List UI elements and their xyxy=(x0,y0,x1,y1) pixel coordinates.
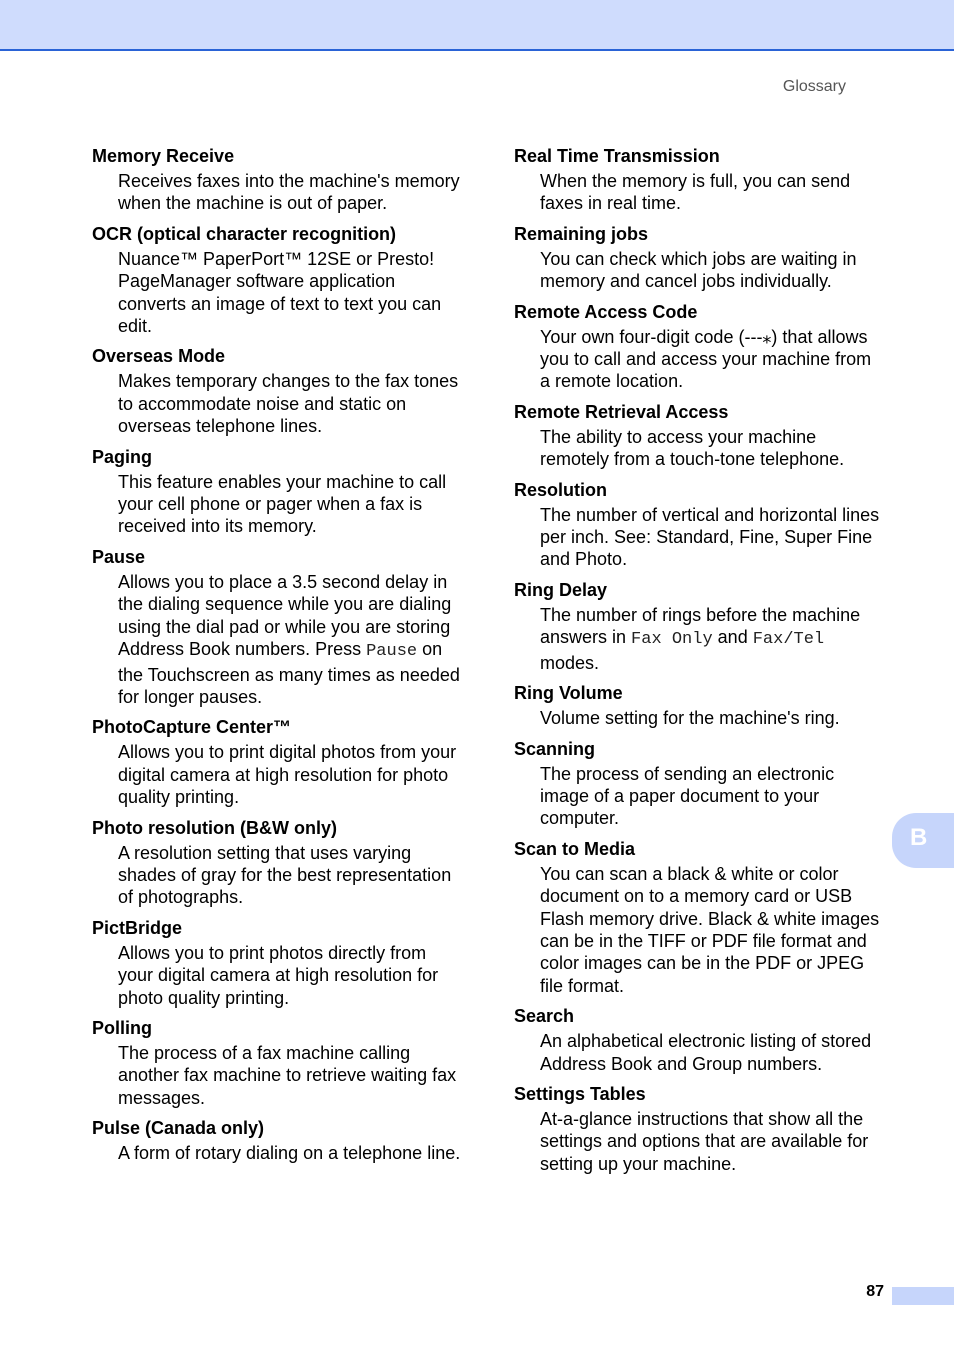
glossary-entry xyxy=(92,546,464,708)
glossary-term: Settings Tables xyxy=(514,1083,646,1104)
appendix-side-tab xyxy=(892,813,954,868)
glossary-entry xyxy=(92,716,464,808)
header-bar xyxy=(0,0,954,51)
glossary-entry xyxy=(514,838,886,997)
section-title: Glossary xyxy=(782,78,846,95)
glossary-term: PhotoCapture Center™ xyxy=(92,717,292,738)
glossary-definition: A resolution setting that uses varying shades of gray for the best representation of photographs. xyxy=(118,842,452,908)
glossary-term: Scanning xyxy=(514,738,596,759)
glossary-entry xyxy=(514,1005,886,1075)
glossary-definition: A form of rotary dialing on a telephone line. xyxy=(118,1143,461,1164)
definition-text: on the Touchscreen as many times as needed for longer pauses. xyxy=(118,639,460,707)
appendix-tab-label: B xyxy=(910,824,928,851)
glossary-entry xyxy=(92,917,464,1009)
glossary-term: OCR (optical character recognition) xyxy=(92,223,397,244)
glossary-definition: Receives faxes into the machine's memory when the machine is out of paper. xyxy=(118,171,460,214)
glossary-definition: Allows you to print digital photos from your digital camera at high resolution for photo quality printing. xyxy=(118,742,457,808)
glossary-definition: You can check which jobs are waiting in memory and cancel jobs individually. xyxy=(540,248,857,292)
glossary-definition: The process of a fax machine calling another fax machine to retrieve waiting fax messages. xyxy=(118,1042,457,1108)
glossary-definition: You can scan a black & white or color document on to a memory card or USB Flash memory drive. Black & white images can be in the TIFF or PDF file format and color images can be in the PDF or JPEG file format. xyxy=(540,863,880,996)
glossary-term: Ring Volume xyxy=(514,683,623,704)
glossary-entry xyxy=(514,301,886,393)
definition-text: modes. xyxy=(540,652,600,673)
glossary-definition: The ability to access your machine remotely from a touch-tone telephone. xyxy=(540,426,845,470)
glossary-definition: Allows you to print photos directly from your digital camera at high resolution for photo quality printing. xyxy=(118,942,439,1008)
glossary-entry xyxy=(514,682,886,729)
glossary-column-left xyxy=(92,145,464,1173)
glossary-term: Pulse (Canada only) xyxy=(92,1118,265,1139)
glossary-entry xyxy=(514,738,886,830)
glossary-entry xyxy=(92,1117,464,1164)
glossary-term: Remote Retrieval Access xyxy=(514,401,729,422)
glossary-definition xyxy=(540,604,886,674)
glossary-entry xyxy=(514,401,886,471)
glossary-definition: Makes temporary changes to the fax tones to accommodate noise and static on overseas telephone lines. xyxy=(118,371,459,437)
glossary-definition: Nuance™ PaperPort™ 12SE or Presto! PageManager software application converts an image of text to text you can edit. xyxy=(118,248,442,337)
glossary-entry xyxy=(92,145,464,215)
glossary-entry xyxy=(514,579,886,674)
touchscreen-key-text: Pause xyxy=(366,642,418,662)
glossary-definition: At-a-glance instructions that show all the settings and options that are available for setting up your machine. xyxy=(540,1108,869,1174)
glossary-term: Scan to Media xyxy=(514,838,636,859)
glossary-entry xyxy=(92,817,464,909)
definition-text: Allows you to place a 3.5 second delay in the dialing sequence while you are dialing using the dial pad or while you are storing Address Book numbers. Press xyxy=(118,571,452,660)
glossary-entry xyxy=(514,145,886,215)
glossary-definition: The process of sending an electronic image of a paper document to your computer. xyxy=(540,763,835,829)
glossary-term: Paging xyxy=(92,446,153,467)
page-number: 87 xyxy=(866,1283,884,1300)
glossary-term: PictBridge xyxy=(92,917,183,938)
glossary-entry xyxy=(92,446,464,538)
glossary-definition: Your own four-digit code (---⁎) that allows you to call and access your machine from a remote location. xyxy=(540,326,872,392)
glossary-term: Photo resolution (B&W only) xyxy=(92,817,337,838)
glossary-entry xyxy=(514,479,886,571)
mode-name-text: Fax/Tel xyxy=(752,630,825,650)
definition-text: The number of rings before the machine answers in xyxy=(540,604,861,648)
glossary-term: Search xyxy=(514,1006,575,1027)
glossary-term: Remote Access Code xyxy=(514,301,698,322)
glossary-definition xyxy=(118,571,464,708)
definition-text: and xyxy=(712,627,753,648)
glossary-term: Real Time Transmission xyxy=(514,146,720,166)
glossary-term: Ring Delay xyxy=(514,579,608,600)
glossary-term: Remaining jobs xyxy=(514,223,649,244)
glossary-column-right xyxy=(514,145,886,1183)
glossary-term: Resolution xyxy=(514,479,607,500)
glossary-definition: This feature enables your machine to call your cell phone or pager when a fax is received into its memory. xyxy=(118,471,447,537)
footer-bar xyxy=(892,1287,954,1305)
glossary-term: Overseas Mode xyxy=(92,346,226,367)
glossary-definition: Volume setting for the machine's ring. xyxy=(540,708,840,729)
glossary-definition: The number of vertical and horizontal lines per inch. See: Standard, Fine, Super Fine and Photo. xyxy=(540,504,880,570)
glossary-definition: An alphabetical electronic listing of stored Address Book and Group numbers. xyxy=(540,1031,872,1074)
glossary-term: Memory Receive xyxy=(92,146,235,166)
glossary-entry xyxy=(92,1017,464,1109)
glossary-entry xyxy=(514,223,886,293)
glossary-term: Polling xyxy=(92,1017,152,1038)
glossary-entry xyxy=(92,223,464,338)
mode-name-text: Fax Only xyxy=(631,630,713,650)
glossary-entry xyxy=(514,1083,886,1175)
glossary-definition: When the memory is full, you can send faxes in real time. xyxy=(540,171,851,214)
glossary-term: Pause xyxy=(92,546,146,567)
glossary-entry xyxy=(92,345,464,437)
